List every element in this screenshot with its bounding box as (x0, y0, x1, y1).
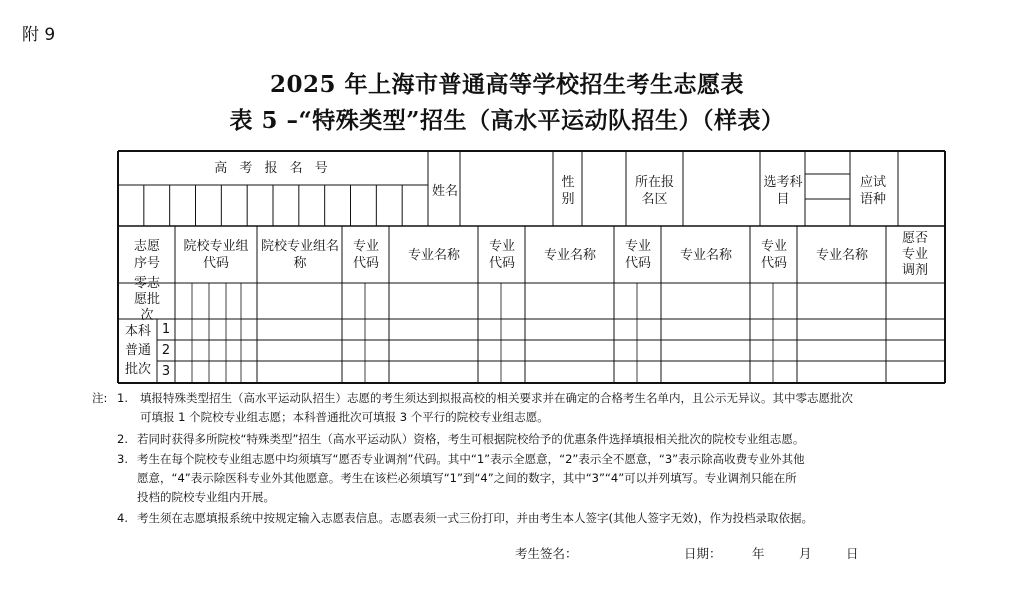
col-seq: 志愿序号 (133, 239, 160, 271)
col-major-code-4: 专业代码 (760, 239, 787, 271)
col-major-code-3: 专业代码 (624, 239, 651, 271)
col-adjust: 愿否专业调剂 (901, 231, 928, 278)
row-number-1: 1 (161, 322, 171, 337)
form-title: 2025 年上海市普通高等学校招生考生志愿表 (269, 71, 745, 98)
date-label: 日期： (684, 546, 722, 561)
note-1-line-1: 填报特殊类型招生（高水平运动队招生）志愿的考生须达到拟报高校的相关要求并在确定的合格考生名单内，且公示无异议。其中零志愿批次 (140, 391, 853, 405)
note-4-line-1: 考生须在志愿填报系统中按规定输入志愿表信息。志愿表须一式三份打印，并由考生本人签字(其他人签字无效)，作为投档录取依据。 (137, 511, 813, 525)
row-number-3: 3 (161, 364, 171, 379)
notes-prefix: 注: (92, 391, 108, 405)
note-4-num: 4. (117, 511, 128, 525)
language-label: 应试语种 (859, 175, 886, 207)
note-1-num: 1. (117, 391, 128, 405)
appendix-label: 附 9 (22, 25, 56, 45)
district-label: 所在报名区 (634, 175, 674, 207)
gender-label: 性别 (561, 175, 575, 207)
date-day: 日 (846, 546, 859, 561)
note-2-line-1: 若同时获得多所院校“特殊类型”招生（高水平运动队）资格，考生可根据院校给予的优惠条件选择填报相关批次的院校专业组志愿。 (137, 432, 805, 446)
note-3-line-2: 愿意，“4”表示除医科专业外其他愿意。考生在该栏必须填写“1”到“4”之间的数字，其中“3”“4”可以并列填写。专业调剂只能在所 (137, 471, 797, 485)
col-major-name-2: 专业名称 (543, 247, 596, 263)
row-zero-batch: 零志愿批次 (133, 276, 160, 323)
col-major-code-2: 专业代码 (488, 239, 515, 271)
note-3-line-1: 考生在每个院校专业组志愿中均须填写“愿否专业调剂”代码。其中“1”表示全愿意，“2”表示全不愿意，“3”表示除高收费专业外其他 (137, 452, 805, 466)
form-subtitle: 表 5 –“特殊类型”招生（高水平运动队招生）（样表） (229, 107, 785, 134)
row-undergrad-batch: 本科普通批次 (124, 323, 151, 377)
col-major-name-3: 专业名称 (679, 247, 732, 263)
exam-number-label: 高 考 报 名 号 (214, 160, 332, 176)
row-number-2: 2 (161, 343, 171, 358)
note-1-line-2: 可填报 1 个院校专业组志愿；本科普通批次可填报 3 个平行的院校专业组志愿。 (140, 410, 549, 424)
signature-label: 考生签名： (515, 546, 578, 561)
note-3-num: 3. (117, 452, 128, 466)
col-major-code-1: 专业代码 (352, 239, 379, 271)
note-2-num: 2. (117, 432, 128, 446)
date-year: 年 (752, 546, 765, 561)
col-group-code: 院校专业组代码 (183, 239, 249, 271)
name-label: 姓名 (432, 183, 459, 199)
col-major-name-1: 专业名称 (407, 247, 460, 263)
col-major-name-4: 专业名称 (815, 247, 868, 263)
subjects-label: 选考科目 (763, 175, 803, 207)
col-group-name: 院校专业组名称 (260, 239, 339, 271)
note-3-line-3: 投档的院校专业组内开展。 (137, 490, 275, 504)
date-month: 月 (799, 546, 812, 561)
